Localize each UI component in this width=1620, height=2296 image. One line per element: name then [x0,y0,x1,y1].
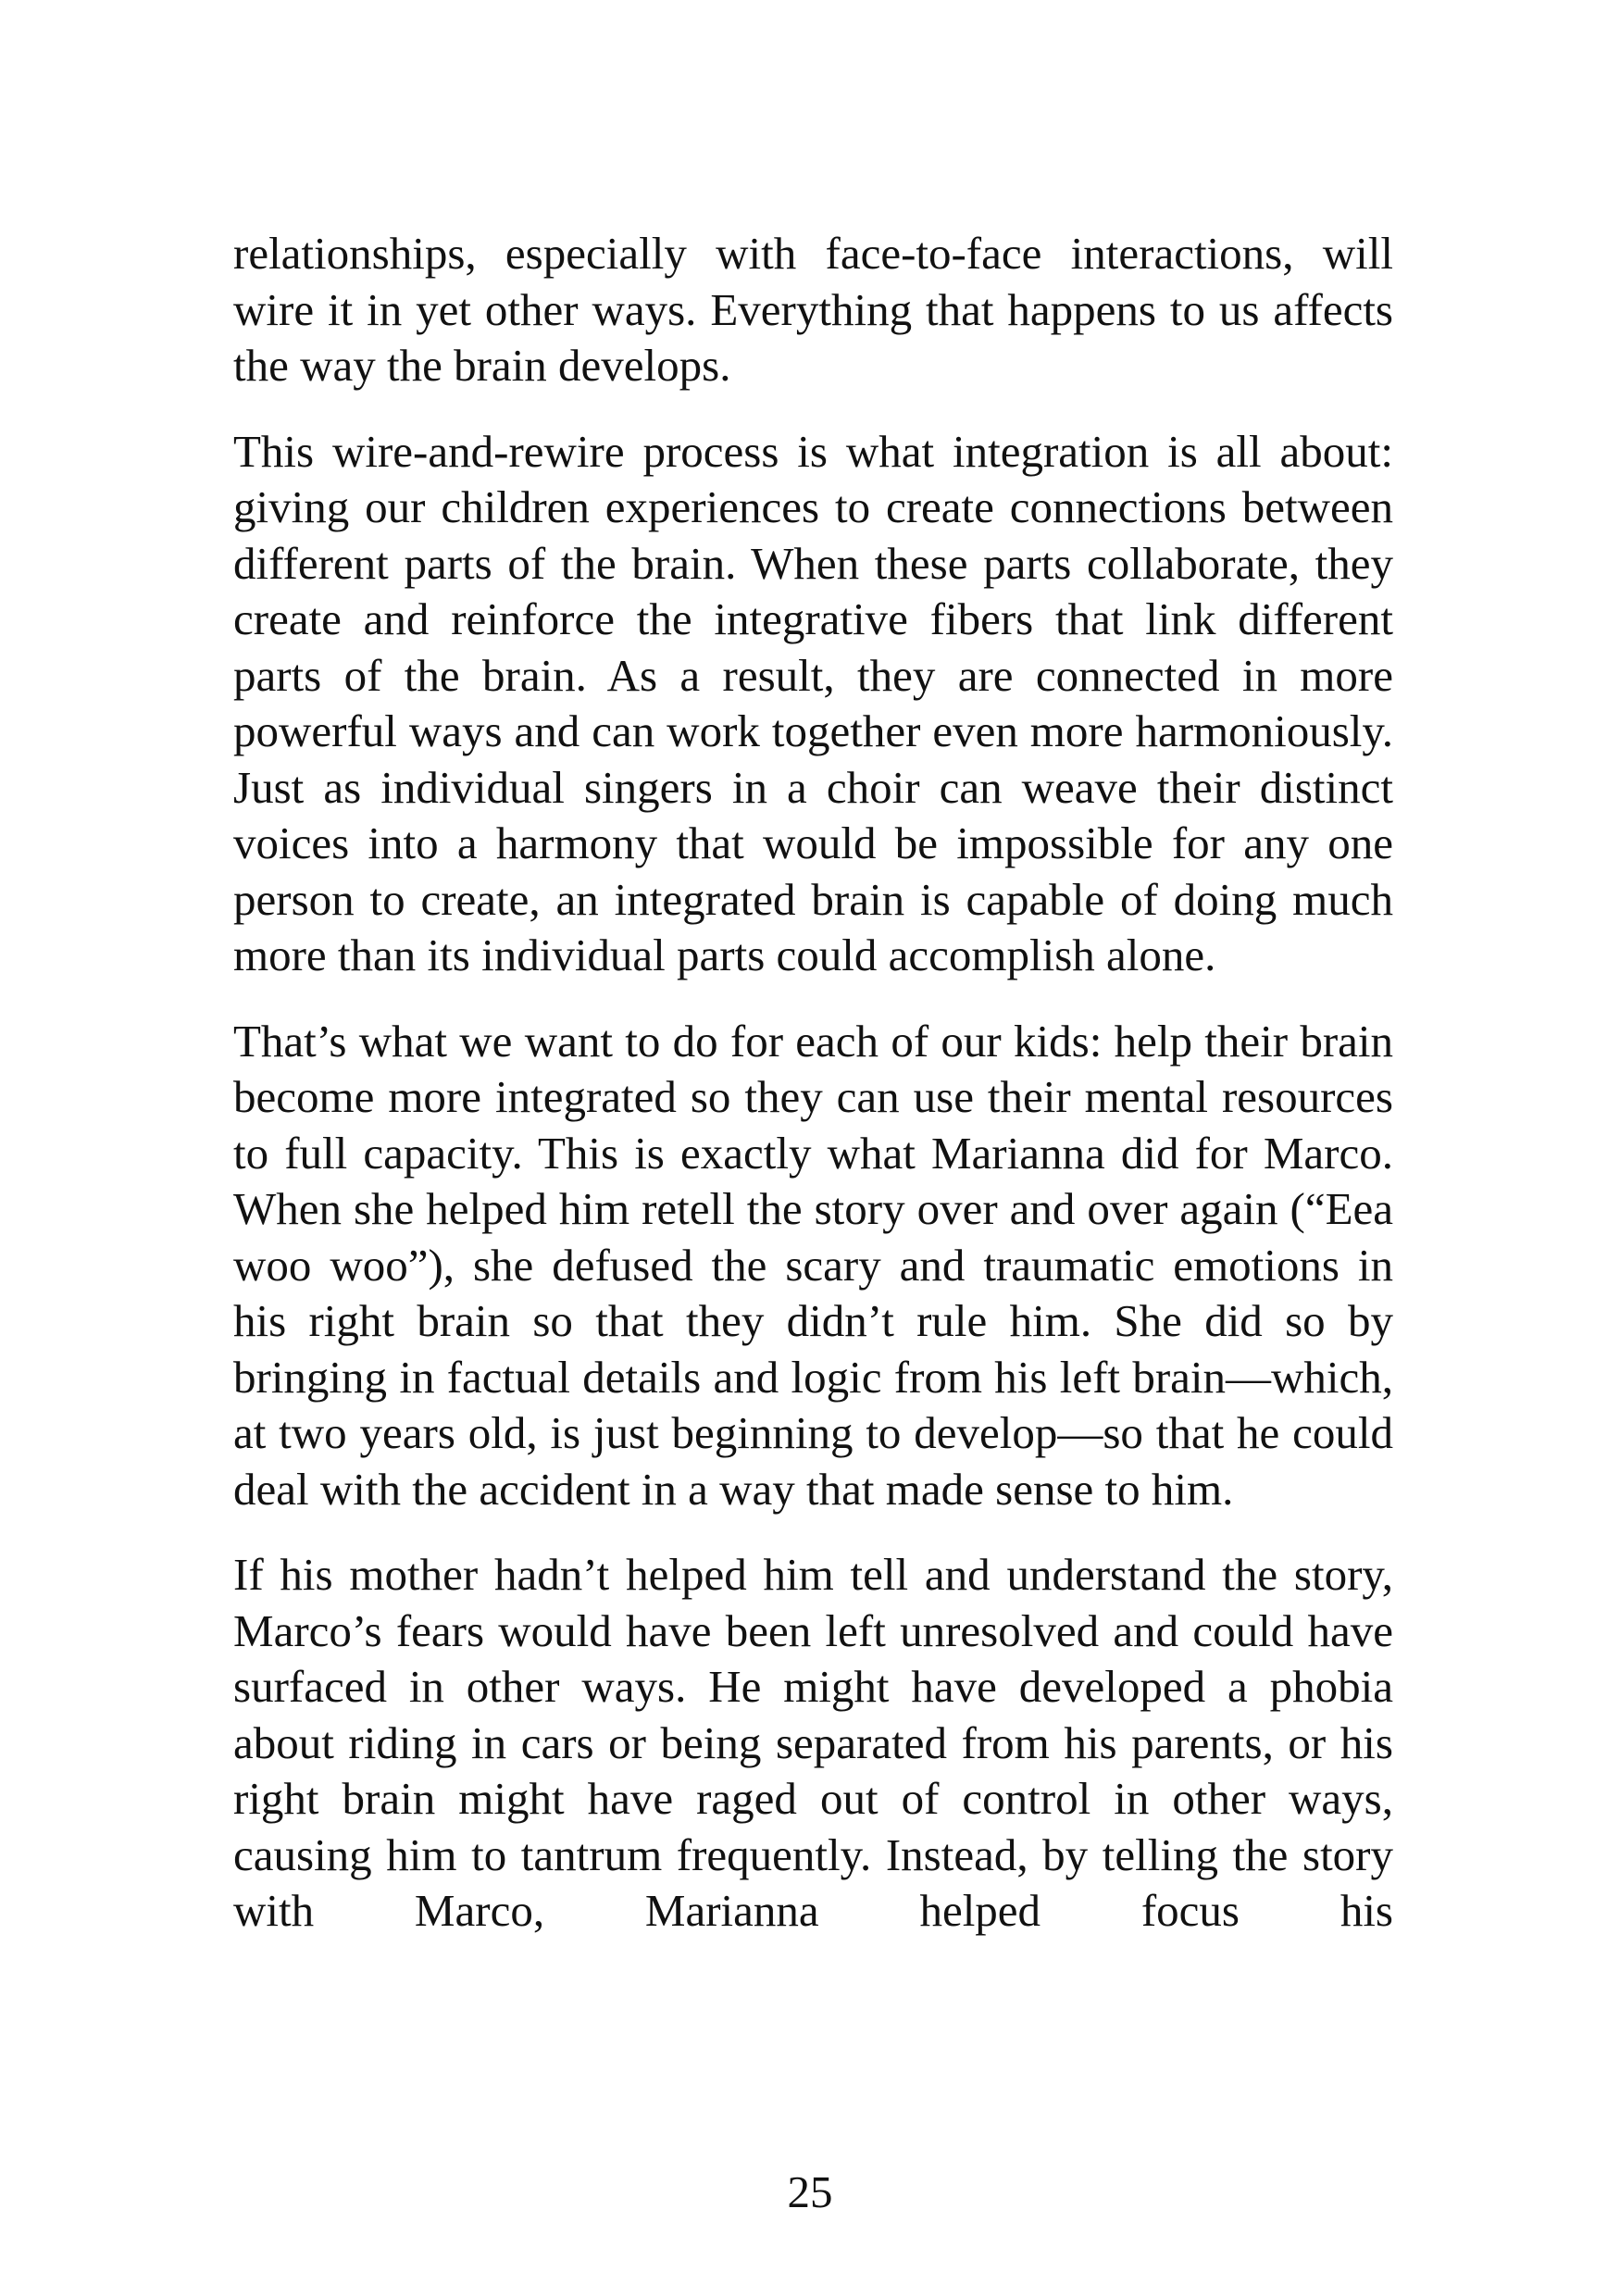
body-text [233,226,1393,1969]
page-number: 25 [787,2166,833,2217]
paragraph-2: This wire-and-rewire process is what integration is all about: giving our children experiences to create connections between different parts of the brain. When these parts collaborate, they create and reinforce the integrative fibers that link different parts of the brain. As a result, they are connected in more powerful ways and can work together even more harmoniously. Just as individual singers in a choir can weave their distinct voices into a harmony that would be impossible for any one person to create, an integrated brain is capable of doing much more than its individual parts could accomplish alone. [233,425,1393,980]
paragraph-4: If his mother hadn’t helped him tell and understand the story, Marco’s fears would have been left unresolved and could have surfaced in other ways. He might have developed a phobia about riding in cars or being separated from his parents, or his right brain might have raged out of control in other ways, causing him to tantrum frequently. Instead, by telling the story with Marco, Marianna helped focus his [233,1549,1393,1936]
paragraph-3: That’s what we want to do for each of our kids: help their brain become more integrated so they can use their mental resources to full capacity. This is exactly what Marianna did for Marco. When she helped him retell the story over and over again (“Eea woo woo”), she defused the scary and traumatic emotions in his right brain so that they didn’t rule him. She did so by bringing in factual details and logic from his left brain—which, at two years old, is just beginning to develop—so that he could deal with the accident in a way that made sense to him. [233,1015,1393,1515]
paragraph-1: relationships, especially with face-to-face interactions, will wire it in yet other ways. Everything that happens to us affects the way the brain develops. [233,228,1393,391]
